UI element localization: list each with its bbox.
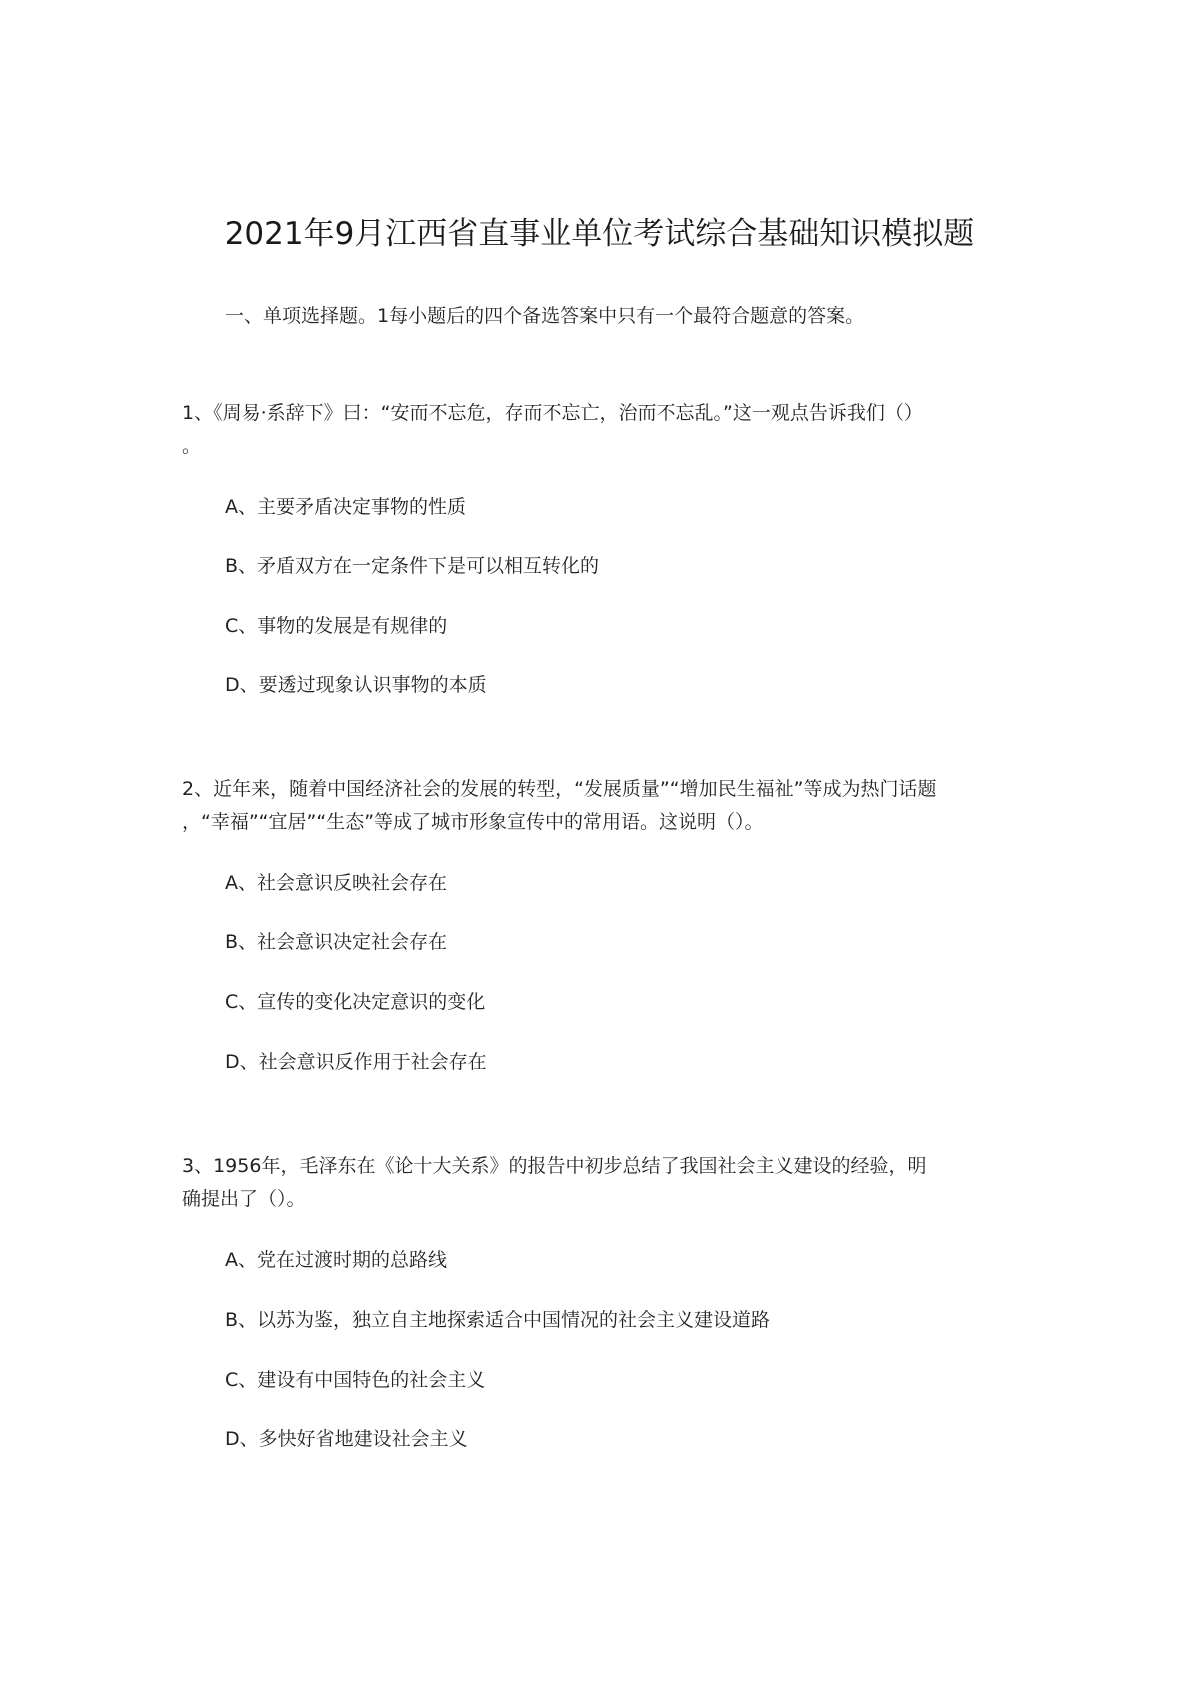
question-2-option-a: A、社会意识反映社会存在 [225,872,447,894]
question-2-option-d: D、社会意识反作用于社会存在 [225,1051,487,1073]
question-1-option-a: A、主要矛盾决定事物的性质 [225,496,466,518]
question-2-line-1: 2、近年来，随着中国经济社会的发展的转型，“发展质量”“增加民生福祉”等成为热门话题 [182,778,937,800]
question-3-option-b: B、以苏为鉴，独立自主地探索适合中国情况的社会主义建设道路 [225,1309,771,1331]
question-3-option-d: D、多快好省地建设社会主义 [225,1428,468,1450]
question-1 [182,397,1012,463]
question-1-option-b: B、矛盾双方在一定条件下是可以相互转化的 [225,555,600,577]
question-3-option-c: C、建设有中国特色的社会主义 [225,1369,486,1391]
document-title: 2021年9月江西省直事业单位考试综合基础知识模拟题 [224,216,975,252]
question-3 [182,1150,1012,1216]
question-1-option-d: D、要透过现象认识事物的本质 [225,674,487,696]
question-3-line-2: 确提出了（）。 [182,1188,306,1210]
question-1-line-2: 。 [182,435,202,457]
question-1-option-c: C、事物的发展是有规律的 [225,615,448,637]
question-2-line-2: ，“幸福”“宜居”“生态”等成了城市形象宣传中的常用语。这说明（）。 [182,811,764,833]
question-3-line-1: 3、1956年，毛泽东在《论十大关系》的报告中初步总结了我国社会主义建设的经验，明 [182,1155,927,1177]
question-2 [182,773,1012,839]
question-1-line-1: 1、《周易·系辞下》曰：“安而不忘危，存而不忘亡，治而不忘乱。”这一观点告诉我们（） [182,402,923,424]
question-2-option-c: C、宣传的变化决定意识的变化 [225,991,486,1013]
question-3-option-a: A、党在过渡时期的总路线 [225,1249,447,1271]
question-2-option-b: B、社会意识决定社会存在 [225,931,448,953]
section-heading: 一、单项选择题。1每小题后的四个备选答案中只有一个最符合题意的答案。 [225,305,865,327]
